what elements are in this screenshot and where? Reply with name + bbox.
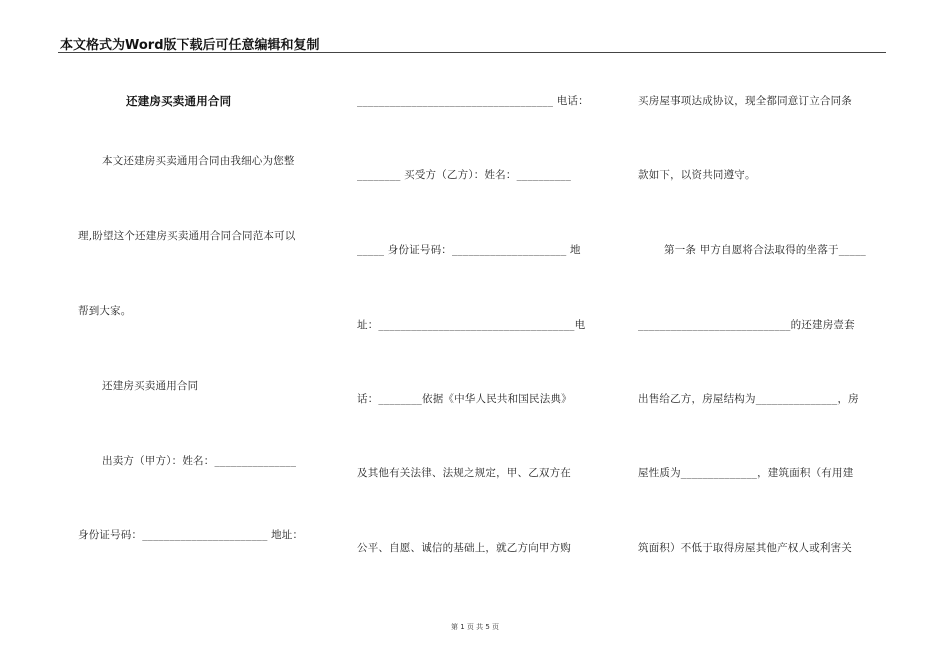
paragraph-line: 身份证号码：_______________________ 地址： xyxy=(78,529,304,541)
paragraph-line: ____________________________________ 电话： xyxy=(357,95,589,107)
paragraph-line: 第一条 甲方自愿将合法取得的坐落于_____ xyxy=(664,244,866,256)
document-title: 还建房买卖通用合同 xyxy=(126,94,232,108)
paragraph-line: ____________________________的还建房壹套 xyxy=(638,319,855,331)
paragraph-line: 出卖方（甲方）：姓名：_______________ xyxy=(102,455,297,467)
paragraph-line: ________ 买受方（乙方）：姓名：__________ xyxy=(357,169,572,181)
paragraph-line: 话：________依据《中华人民共和国民法典》 xyxy=(357,393,572,405)
paragraph-line: 址：____________________________________电 xyxy=(357,319,586,331)
paragraph-line: _____ 身份证号码：_____________________ 地 xyxy=(357,244,581,256)
paragraph-line: 买房屋事项达成协议，现全都同意订立合同条 xyxy=(638,95,852,107)
paragraph-line: 及其他有关法律、法规之规定，甲、乙双方在 xyxy=(357,467,571,479)
paragraph-line: 理,盼望这个还建房买卖通用合同合同范本可以 xyxy=(78,230,296,242)
paragraph-line: 屋性质为______________，建筑面积（有用建 xyxy=(638,467,854,479)
paragraph-line: 筑面积）不低于取得房屋其他产权人或利害关 xyxy=(638,542,852,554)
page-header: 本文格式为Word版下载后可任意编辑和复制 xyxy=(60,38,320,53)
paragraph-line: 还建房买卖通用合同 xyxy=(102,380,199,392)
paragraph-line: 款如下，以资共同遵守。 xyxy=(638,169,756,181)
header-divider xyxy=(58,52,886,53)
paragraph-line: 本文还建房买卖通用合同由我细心为您整 xyxy=(102,155,295,167)
paragraph-line: 公平、自愿、诚信的基础上，就乙方向甲方购 xyxy=(357,542,571,554)
page-number: 第 1 页 共 5 页 xyxy=(450,623,500,631)
paragraph-line: 出售给乙方，房屋结构为_______________，房 xyxy=(638,393,859,405)
paragraph-line: 帮到大家。 xyxy=(78,305,132,317)
